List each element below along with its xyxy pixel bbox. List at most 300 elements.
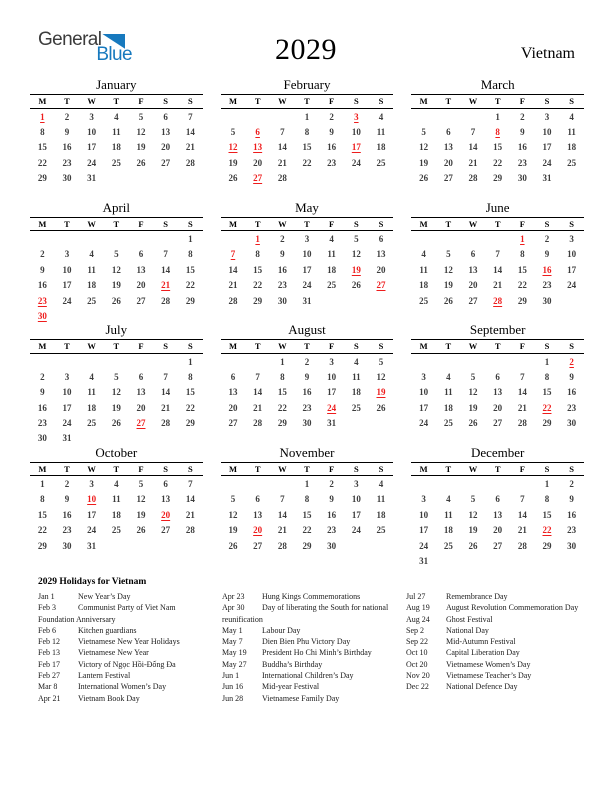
days-grid <box>221 476 394 554</box>
date-cell: 24 <box>62 295 72 306</box>
date-cell: 27 <box>228 418 238 429</box>
date-cell: 3 <box>304 234 310 244</box>
date-cell: 23 <box>567 525 577 536</box>
date-cell: 6 <box>378 234 384 244</box>
date-cell: 28 <box>253 418 263 429</box>
weekday-label: S <box>544 96 550 106</box>
holiday-name: Mid-Autumn Festival <box>446 637 516 647</box>
date-cell: 2 <box>40 371 45 382</box>
date-cell: 17 <box>327 387 337 398</box>
date-cell: 23 <box>327 525 337 536</box>
date-cell: 26 <box>419 173 429 184</box>
date-cell: 24 <box>567 280 577 291</box>
empty-cell <box>129 232 154 247</box>
holiday-item <box>222 693 398 704</box>
date-cell: 29 <box>185 418 195 429</box>
date-cell: 29 <box>253 295 263 306</box>
holiday-item <box>406 681 582 692</box>
date-cell: 1 <box>544 479 550 489</box>
holiday-name: Vietnamese Family Day <box>262 693 340 703</box>
holiday-date-label: May 7 <box>222 637 243 647</box>
date-cell: 28 <box>185 525 195 536</box>
weekday-label: M <box>38 463 47 474</box>
holiday-date-label: Mar 8 <box>38 682 58 692</box>
date-cell: 4 <box>354 356 359 367</box>
weekday-header-row <box>411 94 584 109</box>
date-cell: 10 <box>567 249 577 260</box>
date-cell: 25 <box>111 525 121 536</box>
date-cell: 12 <box>443 264 453 275</box>
date-cell: 29 <box>185 295 195 306</box>
date-cell: 28 <box>185 157 195 168</box>
holiday-date-label: Feb 12 <box>38 637 60 647</box>
date-cell: 14 <box>161 387 171 398</box>
month-september <box>411 323 584 446</box>
date-cell: 18 <box>111 509 121 520</box>
weekday-label: W <box>278 341 287 351</box>
weekday-label: M <box>419 218 428 229</box>
date-cell: 9 <box>329 494 334 505</box>
date-cell: 29 <box>517 295 527 306</box>
empty-cell <box>30 232 55 247</box>
date-cell: 20 <box>493 402 503 413</box>
date-cell: 6 <box>255 494 260 505</box>
month-april <box>30 201 203 324</box>
date-cell: 9 <box>304 371 310 382</box>
holiday-date-label: Feb 17 <box>38 659 60 669</box>
weekday-header-row <box>30 94 203 109</box>
holidays-column <box>38 591 214 704</box>
days-grid <box>221 354 394 432</box>
holiday-date-label: May 1 <box>222 625 243 635</box>
holiday-item <box>406 659 582 670</box>
date-cell: 10 <box>62 387 72 398</box>
weekday-label: S <box>353 218 359 229</box>
date-cell: 26 <box>136 157 146 168</box>
weekday-label: W <box>468 218 478 229</box>
month-october <box>30 446 203 569</box>
weekday-label: W <box>278 463 287 474</box>
date-cell: 17 <box>419 525 429 536</box>
date-cell: 27 <box>136 295 146 306</box>
date-cell: 25 <box>376 525 386 536</box>
weekday-label: F <box>329 463 335 474</box>
holiday-item <box>38 625 214 636</box>
date-cell: 31 <box>327 418 337 429</box>
empty-cell <box>411 232 436 247</box>
holiday-name: Remembrance Day <box>446 592 508 601</box>
holiday-date-label: Sep 22 <box>406 637 428 647</box>
date-cell: 7 <box>520 371 525 382</box>
date-cell: 5 <box>470 494 476 505</box>
date-cell: 30 <box>567 540 577 551</box>
weekday-label: T <box>64 96 70 106</box>
weekday-label: S <box>163 463 169 474</box>
date-cell: 14 <box>277 509 287 520</box>
date-cell: 29 <box>277 418 287 429</box>
weekday-label: F <box>519 96 525 106</box>
weekday-label: S <box>378 463 384 474</box>
empty-cell <box>270 477 295 492</box>
weekday-label: T <box>445 218 452 229</box>
weekday-label: T <box>304 218 310 229</box>
date-cell: 23 <box>37 418 47 429</box>
date-cell: 1 <box>495 111 500 122</box>
date-cell: 25 <box>419 295 429 306</box>
holiday-date: 16 <box>542 264 552 275</box>
date-cell: 6 <box>470 249 476 260</box>
date-cell: 30 <box>302 418 312 429</box>
date-cell: 11 <box>567 126 576 137</box>
date-cell: 3 <box>569 234 574 244</box>
holiday-date-label: Oct 20 <box>406 659 428 669</box>
weekday-label: W <box>87 96 96 106</box>
date-cell: 16 <box>327 142 337 153</box>
empty-cell <box>153 232 178 247</box>
weekday-header-row <box>30 217 203 232</box>
date-cell: 2 <box>520 111 525 122</box>
holiday-item <box>406 591 582 602</box>
empty-cell <box>245 477 270 492</box>
holiday-date-label: Jun 28 <box>222 693 244 703</box>
weekday-label: S <box>163 218 169 229</box>
empty-cell <box>221 110 246 125</box>
month-august <box>221 323 394 446</box>
empty-cell <box>411 355 436 370</box>
date-cell: 24 <box>87 157 97 168</box>
date-cell: 31 <box>419 555 429 566</box>
date-cell: 28 <box>277 540 287 551</box>
date-cell: 22 <box>277 402 287 413</box>
holiday-item <box>38 693 214 704</box>
holiday-item <box>38 681 214 692</box>
date-cell: 5 <box>470 371 476 382</box>
weekday-label: S <box>353 463 359 474</box>
holiday-item <box>38 602 214 625</box>
holiday-name: International Women’s Day <box>78 682 167 692</box>
weekday-label: S <box>544 218 550 229</box>
date-cell: 22 <box>302 157 312 168</box>
holiday-item <box>38 636 214 647</box>
date-cell: 10 <box>419 509 429 520</box>
holiday-item <box>38 670 214 681</box>
date-cell: 13 <box>136 387 146 398</box>
empty-cell <box>221 477 246 492</box>
empty-cell <box>104 355 129 370</box>
holiday-date: 22 <box>542 525 552 536</box>
holiday-date-label: May 19 <box>222 648 247 658</box>
date-cell: 25 <box>87 418 97 429</box>
date-cell: 14 <box>185 126 195 137</box>
date-cell: 11 <box>419 264 428 275</box>
holiday-date: 27 <box>253 173 263 184</box>
weekday-label: S <box>569 341 575 351</box>
date-cell: 10 <box>419 387 429 398</box>
empty-cell <box>485 477 510 492</box>
empty-cell <box>104 232 129 247</box>
holiday-name: National Defence Day <box>446 682 518 692</box>
date-cell: 12 <box>111 387 121 398</box>
date-cell: 6 <box>446 126 451 137</box>
date-cell: 21 <box>277 525 287 536</box>
holiday-date: 13 <box>253 142 263 153</box>
days-grid <box>30 109 203 187</box>
date-cell: 12 <box>111 264 121 275</box>
date-cell: 15 <box>302 142 312 153</box>
weekday-label: T <box>64 218 70 229</box>
date-cell: 14 <box>468 142 478 153</box>
empty-cell <box>436 232 461 247</box>
date-cell: 18 <box>327 264 337 275</box>
date-cell: 25 <box>443 418 453 429</box>
holiday-date-label: Feb 27 <box>38 671 60 681</box>
days-grid <box>411 476 584 569</box>
page-header <box>0 0 612 78</box>
date-cell: 5 <box>354 234 359 244</box>
month-title: February <box>283 77 331 92</box>
date-cell: 10 <box>327 371 337 382</box>
date-cell: 4 <box>446 494 451 505</box>
date-cell: 12 <box>376 371 386 382</box>
empty-cell <box>461 232 486 247</box>
weekday-header-row <box>411 217 584 232</box>
date-cell: 12 <box>351 249 361 260</box>
date-cell: 8 <box>304 494 310 505</box>
date-cell: 9 <box>329 126 334 137</box>
date-cell: 20 <box>136 402 146 413</box>
date-cell: 1 <box>40 479 45 489</box>
holiday-name: Buddha’s Birthday <box>262 659 323 669</box>
date-cell: 11 <box>376 494 386 505</box>
weekday-label: M <box>419 463 428 474</box>
date-cell: 18 <box>351 387 361 398</box>
holiday-name: Labour Day <box>262 625 301 635</box>
date-cell: 22 <box>253 280 263 291</box>
holiday-date: 22 <box>542 402 552 413</box>
date-cell: 7 <box>188 111 193 122</box>
weekday-label: T <box>445 463 452 474</box>
holiday-date: 19 <box>351 264 361 275</box>
date-cell: 5 <box>114 371 119 382</box>
date-cell: 23 <box>567 402 577 413</box>
date-cell: 7 <box>280 494 285 505</box>
date-cell: 12 <box>228 509 238 520</box>
date-cell: 13 <box>253 509 263 520</box>
holiday-name: President Ho Chi Minh’s Birthday <box>262 648 372 658</box>
date-cell: 2 <box>40 249 45 260</box>
date-cell: 15 <box>302 509 312 520</box>
year-title: 2029 <box>275 33 337 66</box>
date-cell: 19 <box>111 402 121 413</box>
date-cell: 2 <box>329 111 334 122</box>
weekday-label: S <box>378 218 384 229</box>
date-cell: 14 <box>253 387 263 398</box>
weekday-label: W <box>87 463 96 474</box>
weekday-label: F <box>138 341 144 351</box>
date-cell: 9 <box>569 494 574 505</box>
empty-cell <box>129 355 154 370</box>
date-cell: 9 <box>544 249 550 260</box>
date-cell: 1 <box>544 356 550 367</box>
days-grid <box>30 231 203 324</box>
weekday-label: S <box>187 463 193 474</box>
date-cell: 11 <box>444 509 453 520</box>
holiday-date: 19 <box>376 387 386 398</box>
date-cell: 15 <box>37 509 47 520</box>
date-cell: 26 <box>228 173 238 184</box>
holiday-date: 3 <box>354 111 359 122</box>
date-cell: 19 <box>111 280 121 291</box>
empty-cell <box>411 110 436 125</box>
holiday-name: National Day <box>446 625 489 635</box>
holiday-item <box>406 602 582 613</box>
weekday-label: M <box>419 341 428 351</box>
weekday-label: F <box>519 341 525 351</box>
date-cell: 30 <box>517 173 527 184</box>
holiday-date-label: Dec 22 <box>406 682 429 692</box>
date-cell: 27 <box>468 295 478 306</box>
date-cell: 13 <box>493 509 503 520</box>
weekday-label: T <box>64 463 70 474</box>
logo-text-general: General <box>38 29 102 50</box>
weekday-label: M <box>419 96 428 106</box>
date-cell: 4 <box>114 111 119 122</box>
date-cell: 28 <box>277 173 287 184</box>
date-cell: 16 <box>302 387 312 398</box>
date-cell: 7 <box>520 494 525 505</box>
weekday-label: T <box>445 341 452 351</box>
date-cell: 23 <box>542 280 552 291</box>
date-cell: 17 <box>87 509 97 520</box>
months-grid <box>0 78 612 568</box>
date-cell: 24 <box>419 418 429 429</box>
weekday-header-row <box>221 217 394 232</box>
date-cell: 24 <box>351 157 361 168</box>
date-cell: 25 <box>327 280 337 291</box>
date-cell: 19 <box>136 509 146 520</box>
date-cell: 17 <box>62 280 72 291</box>
holiday-name: Victory of Ngọc Hồi-Đống Đa <box>78 659 176 669</box>
date-cell: 29 <box>302 540 312 551</box>
date-cell: 20 <box>228 402 238 413</box>
date-cell: 5 <box>230 494 236 505</box>
weekday-label: F <box>138 218 144 229</box>
holiday-name: Lantern Festival <box>78 671 131 681</box>
date-cell: 26 <box>111 295 121 306</box>
date-cell: 20 <box>493 525 503 536</box>
weekday-label: T <box>64 341 70 351</box>
date-cell: 3 <box>329 356 334 367</box>
date-cell: 18 <box>419 280 429 291</box>
date-cell: 7 <box>188 479 193 489</box>
holiday-date: 12 <box>228 142 238 153</box>
weekday-label: S <box>187 341 193 351</box>
date-cell: 1 <box>188 356 193 367</box>
weekday-header-row <box>411 462 584 477</box>
empty-cell <box>436 110 461 125</box>
date-cell: 2 <box>544 234 550 244</box>
holiday-date: 20 <box>161 509 171 520</box>
holiday-item <box>222 681 398 692</box>
date-cell: 9 <box>280 249 285 260</box>
date-cell: 19 <box>419 157 429 168</box>
weekday-label: F <box>329 218 335 229</box>
days-grid <box>411 231 584 309</box>
weekday-label: T <box>494 463 501 474</box>
date-cell: 6 <box>495 371 500 382</box>
weekday-label: W <box>87 341 96 351</box>
date-cell: 18 <box>87 402 97 413</box>
date-cell: 15 <box>253 264 263 275</box>
date-cell: 8 <box>188 249 193 260</box>
holiday-item <box>38 647 214 658</box>
weekday-label: F <box>519 463 525 474</box>
date-cell: 24 <box>302 280 312 291</box>
date-cell: 21 <box>185 509 195 520</box>
holiday-date: 24 <box>327 402 337 413</box>
weekday-label: S <box>544 341 550 351</box>
date-cell: 16 <box>277 264 287 275</box>
weekday-label: S <box>163 96 169 106</box>
month-title: January <box>96 77 137 92</box>
date-cell: 4 <box>114 479 119 489</box>
date-cell: 4 <box>421 249 426 260</box>
date-cell: 3 <box>89 479 94 489</box>
date-cell: 22 <box>302 525 312 536</box>
holiday-name: Kitchen guardians <box>78 625 137 635</box>
holiday-date-label: Feb 3 <box>38 603 56 613</box>
month-title: July <box>105 322 128 337</box>
date-cell: 28 <box>228 295 238 306</box>
holiday-name: New Year’s Day <box>78 592 131 601</box>
holidays-columns <box>38 591 582 704</box>
date-cell: 30 <box>277 295 287 306</box>
date-cell: 18 <box>87 280 97 291</box>
date-cell: 13 <box>136 264 146 275</box>
date-cell: 16 <box>567 509 577 520</box>
date-cell: 6 <box>163 111 168 122</box>
date-cell: 20 <box>253 157 263 168</box>
date-cell: 7 <box>255 371 260 382</box>
weekday-label: S <box>163 341 169 351</box>
weekday-label: M <box>38 96 47 106</box>
date-cell: 17 <box>351 509 361 520</box>
days-grid <box>30 354 203 447</box>
date-cell: 19 <box>443 280 453 291</box>
holiday-name: Communist Party of Viet Nam Foundation Anniversary <box>38 603 176 624</box>
date-cell: 14 <box>517 387 527 398</box>
date-cell: 1 <box>188 234 193 244</box>
date-cell: 21 <box>277 157 287 168</box>
date-cell: 6 <box>138 249 144 260</box>
holidays-title: 2029 Holidays for Vietnam <box>38 577 147 587</box>
holiday-date-label: Oct 10 <box>406 648 428 658</box>
date-cell: 9 <box>64 126 70 137</box>
date-cell: 11 <box>327 249 336 260</box>
holiday-date-label: Jun 16 <box>222 682 244 692</box>
date-cell: 15 <box>542 509 552 520</box>
date-cell: 20 <box>468 280 478 291</box>
date-cell: 4 <box>378 479 384 489</box>
empty-cell <box>79 355 104 370</box>
date-cell: 8 <box>40 126 45 137</box>
empty-cell <box>485 232 510 247</box>
weekday-label: F <box>138 463 144 474</box>
weekday-label: T <box>113 218 120 229</box>
weekday-label: S <box>378 96 384 106</box>
date-cell: 2 <box>280 234 285 244</box>
date-cell: 23 <box>277 280 287 291</box>
